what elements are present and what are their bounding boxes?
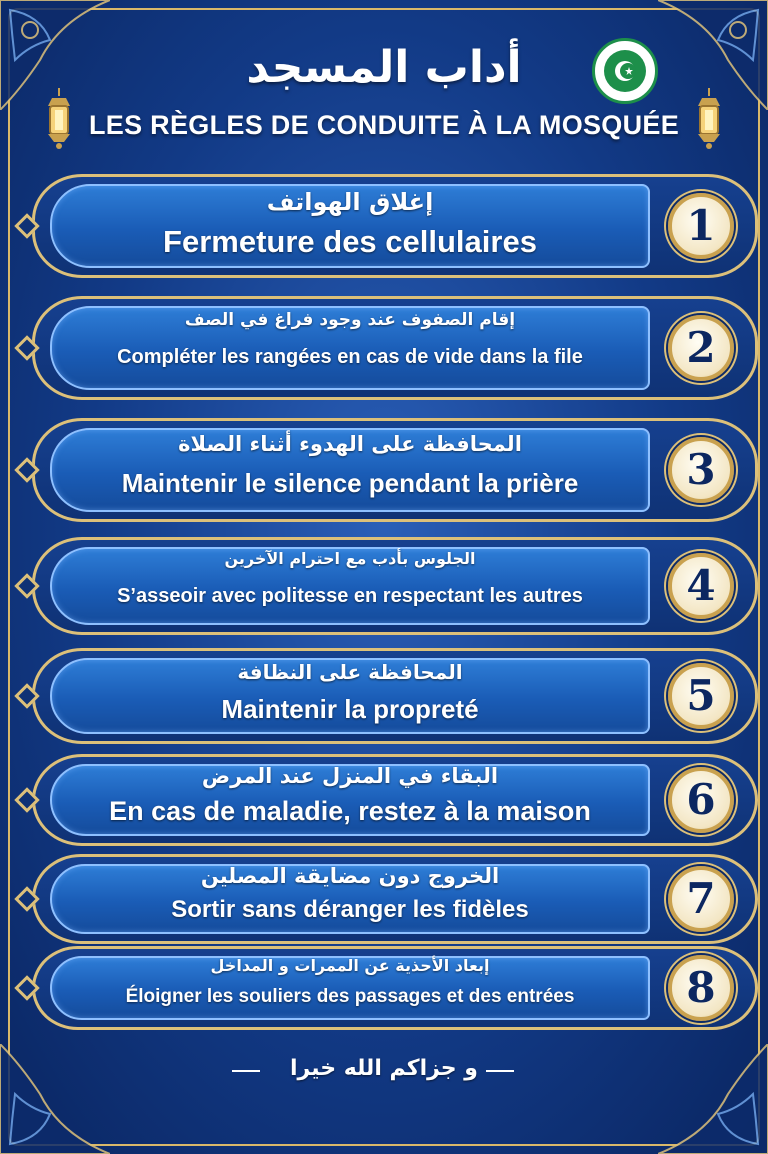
rule-text-french: En cas de maladie, restez à la maison bbox=[109, 796, 591, 826]
rule-number: 1 bbox=[686, 201, 716, 250]
rule-item-1 bbox=[10, 174, 758, 278]
rule-number: 6 bbox=[686, 775, 716, 824]
rule-number: 4 bbox=[686, 561, 716, 610]
rule-item-3 bbox=[10, 418, 758, 522]
rule-number: 3 bbox=[686, 445, 716, 494]
rule-text-arabic: المحافظة على الهدوء أثناء الصلاة bbox=[178, 432, 522, 456]
page-title-french: LES RÈGLES DE CONDUITE À LA MOSQUÉE bbox=[88, 110, 680, 140]
rule-number-badge bbox=[658, 553, 744, 623]
rule-number-badge bbox=[658, 663, 744, 733]
rule-number-badge bbox=[658, 315, 744, 385]
rule-number-badge bbox=[658, 955, 744, 1025]
rule-item-2 bbox=[10, 296, 758, 400]
rule-text-arabic: إغلاق الهواتف bbox=[266, 188, 434, 216]
rule-number: 2 bbox=[686, 323, 716, 372]
rule-item-6 bbox=[10, 754, 758, 846]
rule-item-5 bbox=[10, 648, 758, 744]
rule-text-arabic: الجلوس بأدب مع احترام الآخرين bbox=[224, 549, 476, 568]
rule-text-french: Maintenir la propreté bbox=[221, 694, 479, 724]
rule-number: 5 bbox=[686, 671, 716, 720]
rule-text-french: Sortir sans déranger les fidèles bbox=[171, 896, 529, 923]
rule-text-french: Fermeture des cellulaires bbox=[163, 224, 537, 259]
rule-text-french: Compléter les rangées en cas de vide dans la file bbox=[117, 346, 583, 368]
rule-text-french: S’asseoir avec politesse en respectant les autres bbox=[117, 585, 583, 607]
rule-number-badge bbox=[658, 193, 744, 263]
rule-number: 7 bbox=[686, 874, 716, 923]
rule-text-arabic: الخروج دون مضايقة المصلين bbox=[200, 864, 500, 888]
rule-number-badge bbox=[658, 437, 744, 507]
rule-number-badge bbox=[658, 866, 744, 936]
rule-text-arabic: إبعاد الأحذية عن الممرات و المداخل bbox=[210, 956, 490, 975]
rule-number: 8 bbox=[686, 963, 716, 1012]
rule-text-french: Maintenir le silence pendant la prière bbox=[121, 468, 579, 498]
rule-item-8 bbox=[10, 946, 758, 1030]
rule-text-french: Éloigner les souliers des passages et des entrées bbox=[125, 986, 575, 1007]
rule-item-4 bbox=[10, 537, 758, 635]
footer-blessing: و جزاكم الله خيرا bbox=[290, 1056, 478, 1081]
rule-text-arabic: إقام الصفوف عند وجود فراغ في الصف bbox=[184, 310, 516, 330]
rule-text-arabic: المحافظة على النظافة bbox=[237, 660, 463, 684]
footer-divider bbox=[486, 1070, 514, 1072]
rule-item-7 bbox=[10, 854, 758, 944]
rule-text-arabic: البقاء في المنزل عند المرض bbox=[201, 764, 499, 788]
rule-number-badge bbox=[658, 767, 744, 837]
page-title-arabic: أداب المسجد bbox=[246, 42, 522, 93]
